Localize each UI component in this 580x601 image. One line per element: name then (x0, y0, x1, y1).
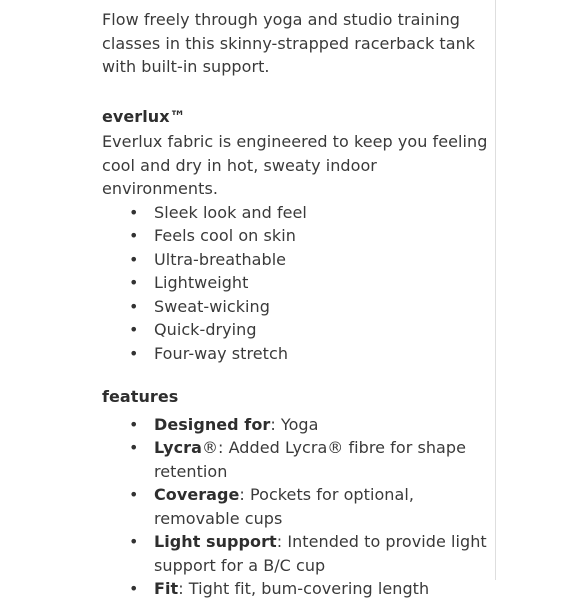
feature-text: : Intended to provide light support for a B/C cup (154, 532, 487, 575)
bullet-icon: • (129, 532, 139, 551)
bullet-icon: • (129, 485, 139, 504)
features-list (102, 413, 494, 601)
everlux-bullet-list (102, 201, 494, 366)
bullet-icon: • (129, 320, 139, 339)
bullet-icon: • (129, 579, 139, 598)
list-item: • Ultra-breathable (102, 248, 494, 272)
everlux-heading: everlux™ (102, 106, 186, 126)
list-item: • Lightweight (102, 271, 494, 295)
feature-term: Light support (154, 532, 277, 551)
feature-text: : Tight fit, bum-covering length (178, 579, 430, 598)
feature-term: Lycra (154, 438, 202, 457)
feature-text: : Yoga (270, 414, 319, 434)
product-description (102, 8, 494, 601)
feature-term: Coverage (154, 485, 240, 504)
bullet-icon: • (129, 343, 139, 363)
bullet-icon: • (129, 226, 139, 245)
list-item: • Sleek look and feel (102, 201, 494, 225)
feature-term: Fit (154, 579, 179, 598)
feature-item (102, 413, 494, 437)
feature-text: ®: Added Lycra® fibre for shape retention (154, 438, 466, 481)
feature-item (102, 436, 494, 483)
list-item: • Quick-drying (102, 318, 494, 342)
list-item: • Four-way stretch (102, 342, 494, 366)
feature-text: : Pockets for optional, removable cups (154, 485, 414, 528)
feature-item (102, 483, 494, 530)
everlux-description: Everlux fabric is engineered to keep you feeling cool and dry in hot, sweaty indoor environments. (102, 132, 488, 198)
list-item: • Sweat-wicking (102, 295, 494, 319)
bullet-icon: • (129, 296, 139, 316)
bullet-icon: • (129, 414, 139, 434)
list-item: • Feels cool on skin (102, 224, 494, 248)
right-border-line (495, 0, 496, 580)
feature-term: Designed for (154, 414, 271, 434)
feature-item (102, 530, 494, 577)
bullet-icon: • (129, 273, 139, 292)
feature-item (102, 577, 494, 601)
bullet-icon: • (129, 438, 139, 457)
bullet-icon: • (129, 202, 139, 222)
features-heading: features (102, 387, 179, 406)
bullet-icon: • (129, 249, 139, 269)
intro-paragraph: Flow freely through yoga and studio training classes in this skinny-strapped racerback tank with built-in support. (102, 10, 476, 76)
